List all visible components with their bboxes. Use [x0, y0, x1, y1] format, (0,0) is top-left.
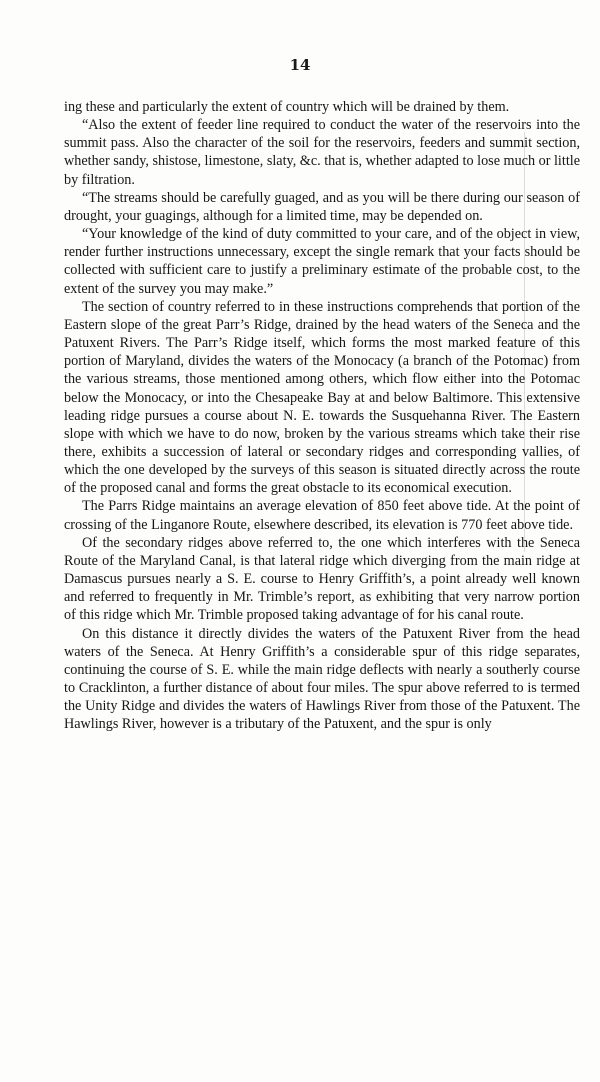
page-number: 14	[289, 56, 311, 74]
paragraph: The section of country referred to in these instructions comprehends that portion of the Eastern slope of the great Parr’s Ridge, drained by the head waters of the Seneca and the Patuxent Rivers. The Parr’s Ridge itself, which forms the most marked feature of this portion of Maryland, divides the waters of the Monocacy (a branch of the Potomac) from the various streams, those mentioned among others, which flow either into the Potomac below the Monocacy, or into the Chesapeake Bay at and below Baltimore. This extensive leading ridge pursues a course about N. E. towards the Susquehanna River. The Eastern slope with which we have to do now, broken by the various streams which take their rise there, exhibits a succession of lateral or secondary ridges and corresponding vallies, of which the one developed by the surveys of this season is situated directly across the route of the proposed canal and forms the great obstacle to its economical execution.	[64, 298, 580, 497]
paragraph: Of the secondary ridges above referred to, the one which interferes with the Seneca Route of the Maryland Canal, is that lateral ridge which diverging from the main ridge at Damascus pursues nearly a S. E. course to Henry Griffith’s, a point already well known and referred to frequently in Mr. Trimble’s report, as exhibiting that very narrow portion of this ridge which Mr. Trimble proposed taking advantage of for his canal route.	[64, 534, 580, 624]
paragraph: “Your knowledge of the kind of duty committed to your care, and of the object in view, render further instructions unnecessary, except the single remark that your facts should be collected with sufficient care to justify a preliminary estimate of the probable cost, to the extent of the survey you may make.”	[64, 226, 580, 297]
paragraph: The Parrs Ridge maintains an average elevation of 850 feet above tide. At the point of crossing of the Linganore Route, elsewhere described, its elevation is 770 feet above tide.	[64, 498, 580, 533]
paragraph-continuation: ing these and particularly the extent of country which will be drained by them.	[64, 99, 510, 115]
paragraph: “Also the extent of feeder line required to conduct the water of the reservoirs into the summit pass. Also the character of the soil for the reservoirs, feeders and summit section, whether sandy, shistose, limestone, slaty, &c. that is, whether adapted to lose much or little by filtration.	[64, 117, 580, 188]
paragraph: On this distance it directly divides the waters of the Patuxent River from the head waters of the Seneca. At Henry Griffith’s a considerable spur of this ridge separates, continuing the course of S. E. while the main ridge deflects with nearly a southerly course to Cracklinton, a further distance of about four miles. The spur above referred to is termed the Unity Ridge and divides the waters of Hawlings River from those of the Patuxent. The Hawlings River, however is a tributary of the Patuxent, and the spur is only	[64, 625, 580, 733]
paragraph: “The streams should be carefully guaged, and as you will be there during our season of drought, your guagings, although for a limited time, may be depended on.	[64, 189, 580, 224]
body-text	[64, 98, 580, 733]
